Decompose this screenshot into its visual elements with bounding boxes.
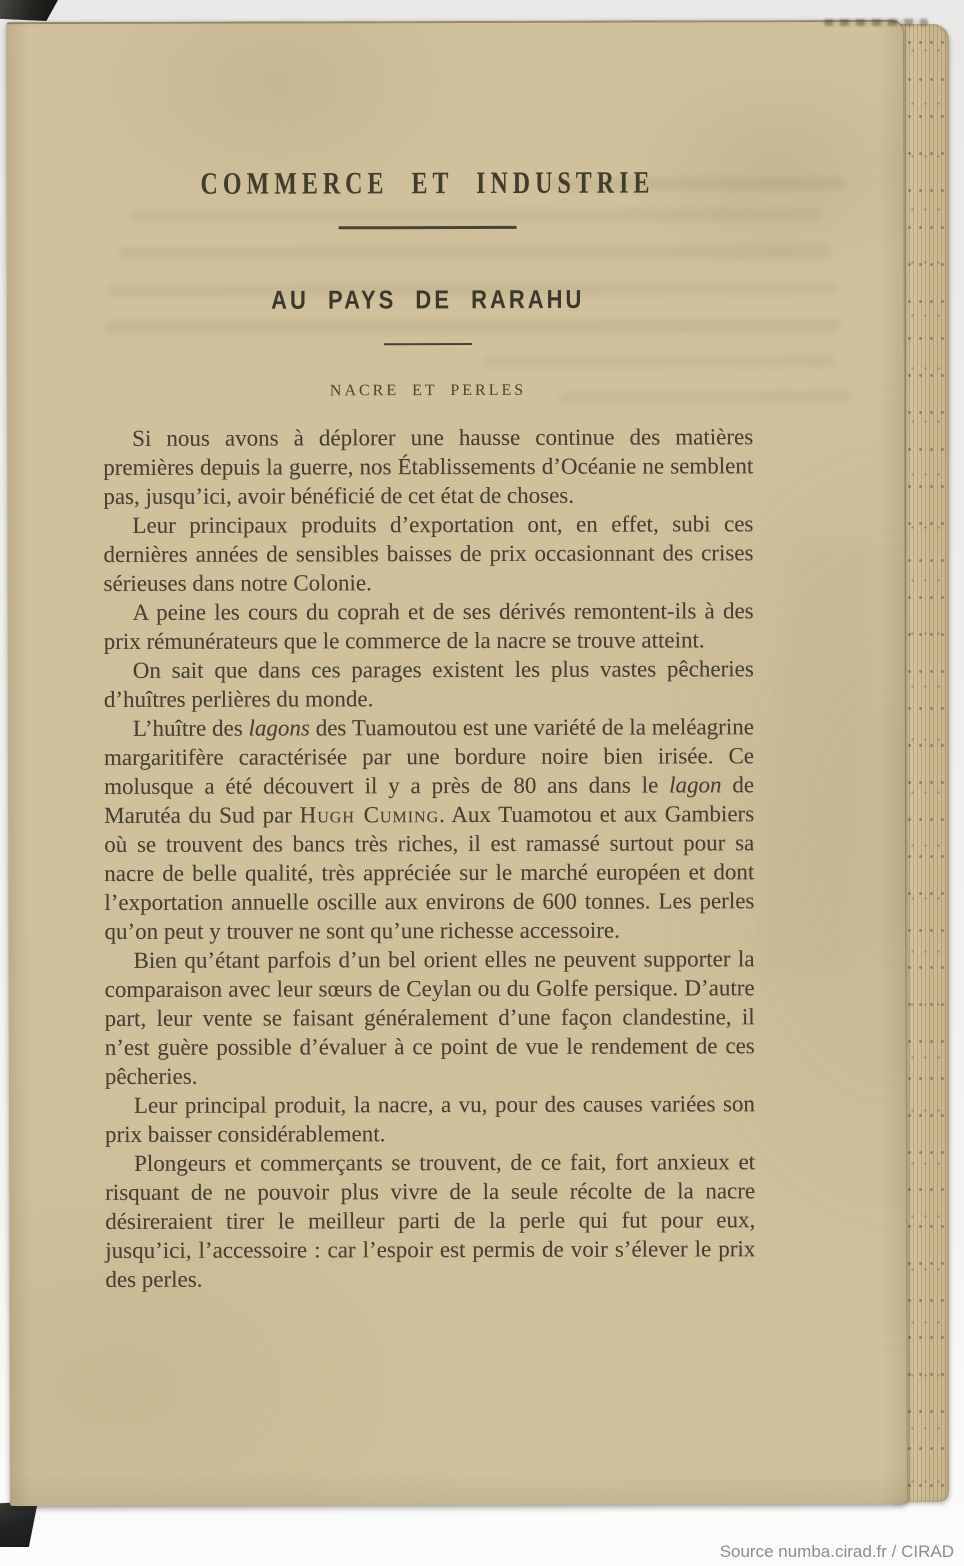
source-attribution: Source numba.cirad.fr / CIRAD	[719, 1542, 954, 1561]
article-body	[103, 422, 755, 1294]
heading-rule-thick	[339, 226, 517, 229]
book-binding-fragment-top-left	[0, 0, 58, 21]
paragraph: Leur principaux produits d’exportation ont, en effet, subi ces dernières années de sensibles baisses de prix occasionnant des crises sérieuses dans notre Colonie.	[103, 511, 754, 596]
paragraph: A peine les cours du coprah et de ses dérivés remontent-ils à des prix rémunérateurs que le commerce de la nacre se trouve atteint.	[103, 598, 754, 654]
paragraph: Leur principal produit, la nacre, a vu, pour des causes variées son prix baisser considérablement.	[104, 1091, 755, 1147]
scanned-book-page	[6, 20, 907, 1506]
paragraph: Si nous avons à déplorer une hausse continue des matières premières depuis la guerre, nos Établissements d’Océanie ne semblent pas, jusqu’ici, avoir bénéficié de cet état de choses.	[103, 424, 754, 509]
paragraph: On sait que dans ces parages existent les plus vastes pêcheries d’huîtres perlières du monde.	[103, 656, 754, 712]
book-binding-fragment-bottom-left	[0, 1501, 38, 1547]
rubric-heading: COMMERCE ET INDUSTRIE	[200, 166, 655, 202]
bleedthrough-smudge	[764, 542, 873, 972]
page-top-edge-smudge	[824, 19, 928, 26]
typeset-content	[102, 166, 756, 1294]
paragraph: Bien qu’étant parfois d’un bel orient elles ne peuvent supporter la comparaison avec leur sœurs de Ceylan ou du Golfe persique. D’autre part, leur vente se faisant généralement d’une façon clandestine, il n’est guère possible d’évaluer à ce point de vue le rendement de ces pêcheries.	[104, 946, 755, 1089]
paragraph: L’huître des lagons des Tuamoutou est une variété de la meléagrine margaritifère caractérisée par une bordure noire bien irisée. Ce molusque a été découvert il y a près de 80 ans dans le lagon de Marutéa du Sud par Hugh Cuming. Aux Tuamotou et aux Gambiers où se trouvent des bancs très riches, il est ramassé surtout pour sa nacre de belle qualité, très appréciée sur le marché européen et dont l’exportation annuelle oscille aux environs de 600 tonnes. Les perles qu’on peut y trouver ne sont qu’une richesse accessoire.	[103, 714, 755, 944]
heading-rule-thin	[384, 343, 472, 345]
article-title: AU PAYS DE RARAHU	[271, 284, 585, 315]
paragraph: Plongeurs et commerçants se trouvent, de ce fait, fort anxieux et risquant de ne pouvoir plus vivre de la seule récolte de la nacre désireraient tirer le meilleur parti de la perle qui fut pour eux, jusqu’ici, l’accessoire : car l’espoir est permis de voir s’élever le prix des perles.	[105, 1149, 756, 1292]
section-heading: NACRE ET PERLES	[329, 381, 527, 400]
